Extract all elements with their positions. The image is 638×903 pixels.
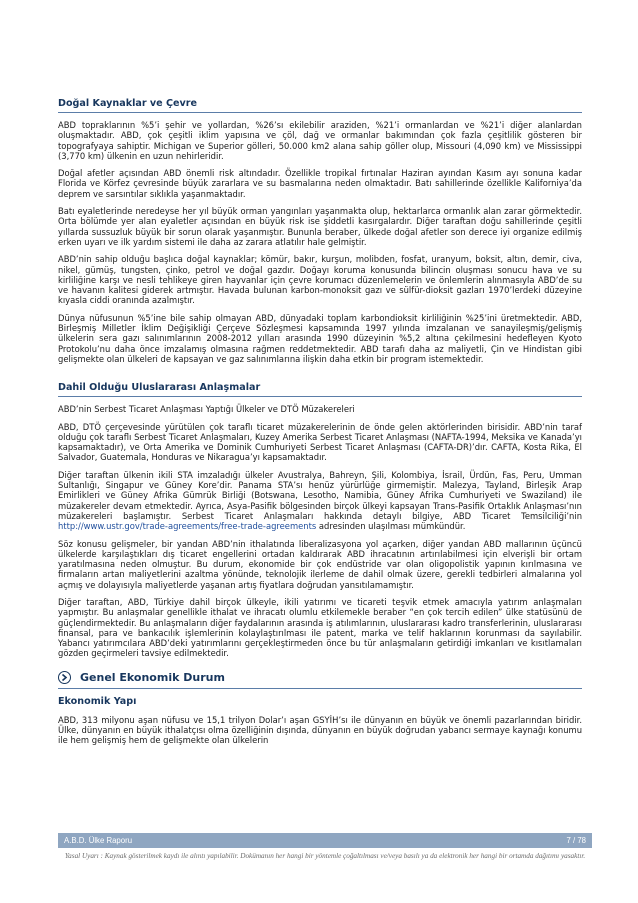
paragraph-tail: adresinden ulaşılması mümkündür. <box>316 521 466 532</box>
paragraph: Dünya nüfusunun %5’ine bile sahip olmayan ABD, dünyadaki toplam karbondioksit kirliliğinin %25’ini üretmektedir. ABD, Birleşmiş Milletler İklim Değişikliği Çerçeve Sözleşmesi kapsamında 1997 yılında imzalanan ve sanayileşmiş/gelişmiş ülkelerin sera gazı salınımlarının 2008-2012 yılları arasında 1990 düzeyinin %5,2 altına çekilmesini hedefleyen Kyoto Protokolu’nu daha önce imzalamış olmasına rağmen reddetmektedir. ABD tarafı daha az maliyetli, Çin ve Hindistan gibi gelişmekte olan ülkeleri de kapsayan ve gaz salınımlarına ilişkin daha etkin bir program istemektedir. <box>58 312 582 364</box>
paragraph-with-link <box>58 470 582 532</box>
paragraph: ABD, DTÖ çerçevesinde yürütülen çok taraflı ticaret müzakerelerinin de önde gelen aktörlerinden birisidir. ABD’nin taraf olduğu çok taraflı Serbest Ticaret Anlaşmaları, Kuzey Amerika Serbest Ticaret Anlaşması (NAFTA-1994, Meksika ve Kanada’yı kapsamaktadır), ve Orta Amerika ve Dominik Cumhuriyeti Serbest Ticaret Anlaşması (CAFTA-DR)’dır. CAFTA, Kosta Rika, El Salvador, Guatemala, Honduras ve Nikaragua’yı kapsamaktadır. <box>58 421 582 463</box>
ustr-link[interactable]: http://www.ustr.gov/trade-agreements/free-trade-agreements <box>58 521 317 532</box>
chapter-title: Genel Ekonomik Durum <box>80 670 225 684</box>
section-title-natural-resources: Doğal Kaynaklar ve Çevre <box>58 98 198 109</box>
chapter-heading <box>58 671 582 684</box>
chevron-circle-icon <box>58 671 71 684</box>
section-divider <box>58 396 582 397</box>
paragraph: ABD, 313 milyonu aşan nüfusu ve 15,1 trilyon Dolar’ı aşan GSYİH’sı ile dünyanın en büyük ve önemli pazarlarından biridir. Ülke, dünyanın en büyük ithalatçısı olma özelliğinin dışında, dünyanın en büyük doğrudan yabancı sermaye kaynağı konumu ile hem gelişmiş hem de gelişmekte olan ülkelerin <box>58 714 582 746</box>
page-number: 7 / 78 <box>566 836 586 845</box>
section-title-agreements: Dahil Olduğu Uluslararası Anlaşmalar <box>58 382 261 394</box>
paragraph-text: Diğer taraftan ülkenin ikili STA imzaladığı ülkeler Avustralya, Bahreyn, Şili, Kolombiya, İsrail, Ürdün, Fas, Peru, Umman Sultanlığı, Singapur ve Güney Kore’dir. Panama STA’sı henüz yürürlüğe girmemiştir. Malezya, Tayland, Birleşik Arap Emirlikleri ve Güney Afrika Gümrük Birliği (Botswana, Lesotho, Namibia, Güney Afrika Cumhuriyeti ve Swaziland) ile müzakereler devam etmektedir. Ayrıca, Asya-Pasifik bölgesinden birçok ülkeyi kapsayan Trans-Pasifik Ortaklık Anlaşması’nın müzakereleri başlamıştır. Serbest Ticaret Anlaşmaları hakkında detaylı bilgiye, ABD Ticaret Temsilciliği’nin <box>58 469 582 521</box>
paragraph: Doğal afetler açısından ABD önemli risk altındadır. Özellikle tropikal fırtınalar Haziran ayından Kasım ayı sonuna kadar Florida ve Körfez çevresinde büyük zararlara ve su basmalarına neden olmaktadır. Batı sahillerinde özellikle Kaliforniya’da deprem ve sarsıntılar sıklıkla yaşanmaktadır. <box>58 168 582 199</box>
paragraph: Diğer taraftan, ABD, Türkiye dahil birçok ülkeyle, ikili yatırımı ve ticareti teşvik etmek amacıyla yatırım anlaşmaları yapmıştır. Bu anlaşmalar genellikle ithalat ve ihracatı olumlu etkilemekle beraber “en çok tercih edilen” ülke statüsünü de güçlendirmektedir. Bu anlaşmaların diğer faydalarının arasında iş atılımlarının, uluslararası kadro transferlerinin, uluslararası finansal, para ve bankacılık işlemlerinin kolaylaştırılması ile patent, marka ve telif haklarının korunması da sayılabilir. Yabancı yatırımcılara ABD’deki yatırımlarını gerçekleştirmeden önce bu tür anlaşmaların getirdiği imkanları ve kısıtlamaları gözden geçirmeleri tavsiye edilmektedir. <box>58 596 582 659</box>
section-divider <box>58 112 582 113</box>
footer-bar <box>58 833 592 848</box>
paragraph: Batı eyaletlerinde neredeyse her yıl büyük orman yangınları yaşanmakta olup, hektarlarca ormanlık alan zarar görmektedir. Orta bölümde yer alan eyaletler açısından en büyük risk ise şiddetli kasırgalardır. Diğer taraftan doğu sahillerinde çeşitli yıllarda sussuzluk büyük bir sorun olarak yaşanmıştır. Bununla beraber, ülkede doğal afetler son derece iyi organize edilmiş erken uyarı ve ilk yardım sistemi ile daha az zarara atlatılır hale gelmiştir. <box>58 206 582 247</box>
subsection-title: Ekonomik Yapı <box>58 695 137 707</box>
paragraph: Söz konusu gelişmeler, bir yandan ABD’nin ithalatında liberalizasyona yol açarken, diğer yandan ABD mallarının üçüncü ülkelerde karşılaştıkları dış ticaret engellerini ortadan kaldırarak ABD ihracatının artırılabilmesi için elverişli bir ortam yaratılmasına neden olmuştur. Bu durum, ekonomide bir çok endüstride var olan oligopolistik yapının kırılmasına ve firmaların artan maliyetlerini azaltma yönünde, teknolojik ilerleme de dahil olmak üzere, gerekli tedbirleri almalarına yol açmış ve dolayısıyla maliyetlerde yaşanan artış fiyatlara doğrudan yansıtılamamıştır. <box>58 538 582 590</box>
subsection-intro: ABD’nin Serbest Ticaret Anlaşması Yaptığı Ülkeler ve DTÖ Müzakereleri <box>58 404 355 415</box>
paragraph: ABD topraklarının %5’i şehir ve yollardan, %26’sı ekilebilir araziden, %21’i ormanlardan ve %21’i diğer alanlardan oluşmaktadır. ABD, çok çeşitli iklim yapısına ve çöl, dağ ve ormanlar bakımından çok fazla çeşitlilik gösteren bir topografyaya sahiptir. Michigan ve Superior gölleri, 50.000 km2 alana sahip göller olup, Missouri (4,090 km) ve Mississippi (3,770 km) ülkenin en uzun nehirleridir. <box>58 120 582 161</box>
section-divider <box>58 688 582 689</box>
page-content <box>58 98 582 753</box>
footer-report-name: A.B.D. Ülke Raporu <box>64 836 133 845</box>
paragraph: ABD’nin sahip olduğu başlıca doğal kaynaklar; kömür, bakır, kurşun, molibden, fosfat, uranyum, boksit, altın, demir, civa, nikel, gümüş, tungsten, çinko, petrol ve doğal gazdır. Doğayı koruma konusunda bilincin oluşması sonucu hava ve su kirliliğine karşı ve nesli tehlikeye giren hayvanlar için çevre korumacı düzenlemelerin ve önlemlerin alınmasıyla ABD’de su ve havanın kalitesi giderek artmıştır. Havada bulunan karbon-monoksit gazı ve sülfür-dioksit gazları 1970’lerdeki düzeyine kıyasla ciddi oranında azalmıştır. <box>58 254 582 306</box>
legal-disclaimer: Yasal Uyarı : Kaynak gösterilmek kaydı ile alıntı yapılabilir. Dokümanın her hangi bir yöntemle çoğaltılması ve/veya basılı ya da elektronik her hangi bir ortamda dağıtımı yasaktır. <box>64 852 586 860</box>
